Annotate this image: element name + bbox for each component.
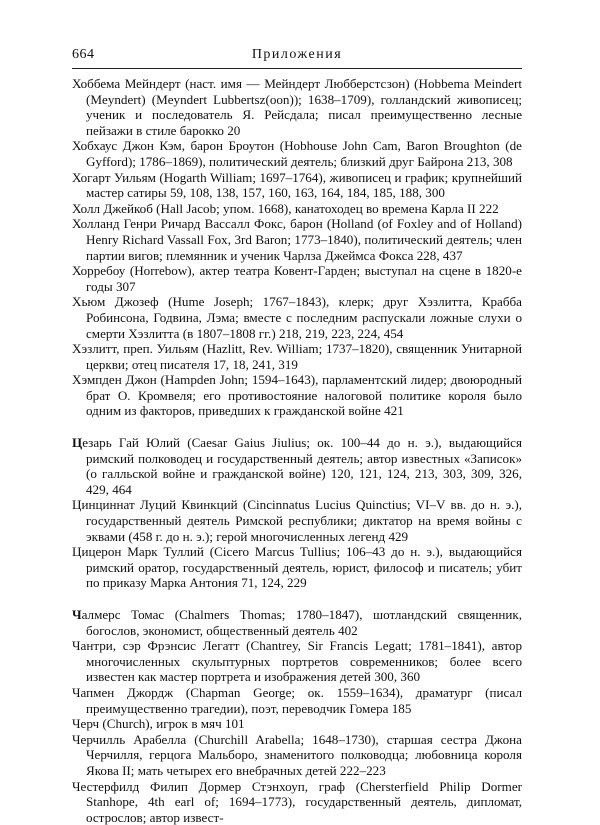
section-initial: Ч bbox=[72, 607, 82, 622]
index-entry: Чапмен Джордж (Chapman George; ок. 1559–1634), драматург (писал преимущественно трагедии), поэт, переводчик Гомера 185 bbox=[72, 684, 522, 716]
index-entry: Хоббема Мейндерт (наст. имя — Мейндерт Любберстсзон) (Hobbema Meindert (Meyndert) (Meyndert Lubbertsz(oon)); 1638–1709), голландский живописец; ученик и последователь Я. Рейсдала; писал преимущественно лесные пейзажи в стиле барокко 20 bbox=[72, 76, 522, 138]
index-content bbox=[72, 76, 522, 825]
index-entry: Цезарь Гай Юлий (Caesar Gaius Jiulius; ок. 100–44 до н. э.), выдающийся римский полководец и государственный деятель; автор известных «Записок» (о галльской войне и гражданской войне) 120, 121, 124, 213, 303, 309, 326, 429, 464 bbox=[72, 435, 522, 497]
index-entry: Хобхаус Джон Кэм, барон Броутон (Hobhouse John Cam, Baron Broughton (de Gyfford); 1786–1869), политический деятель; близкий друг Байрона 213, 308 bbox=[72, 138, 522, 169]
index-entry: Черч (Church), игрок в мяч 101 bbox=[72, 716, 245, 732]
index-entry: Черчилль Арабелла (Churchill Arabella; 1648–1730), старшая сестра Джона Черчилля, герцога Мальборо, знаменитого полководца; любовница короля Якова II; мать четырех его внебрачных детей 222–223 bbox=[72, 731, 522, 778]
page-number: 664 bbox=[72, 47, 95, 62]
index-entry: Холл Джейкоб (Hall Jacob; упом. 1668), канатоходец во времена Карла II 222 bbox=[72, 200, 499, 216]
index-entry: Хогарт Уильям (Hogarth William; 1697–1764), живописец и график; крупнейший мастер сатиры 59, 108, 138, 157, 160, 163, 164, 184, 185, 188, 300 bbox=[72, 169, 522, 201]
section-gap bbox=[72, 591, 522, 607]
section-initial: Ц bbox=[72, 435, 83, 451]
index-entry: Чантри, сэр Фрэнсис Легатт (Chantrey, Sir Francis Legatt; 1781–1841), автор многочисленных скульптурных портретов современников; более всего известен как мастер портрета и изображения детей 300, 360 bbox=[72, 638, 522, 685]
index-entry: Хэзлитт, преп. Уильям (Hazlitt, Rev. William; 1737–1820), священник Унитарной церкви; отец писателя 17, 18, 241, 319 bbox=[72, 341, 522, 372]
header-rule bbox=[72, 68, 522, 69]
index-entry: Хэмпден Джон (Hampden John; 1594–1643), парламентский лидер; двоюродный брат О. Кромвеля; его противостояние налоговой политике короля было одним из факторов, приведших к гражданской войне 421 bbox=[72, 372, 522, 419]
index-entry: Цицерон Марк Туллий (Cicero Marcus Tullius; 106–43 до н. э.), выдающийся римский оратор, государственный деятель, юрист, философ и писатель; убит по приказу Марка Антония 71, 124, 229 bbox=[72, 544, 522, 591]
index-entry: Холланд Генри Ричард Вассалл Фокс, барон (Holland (of Foxley and of Holland) Henry Richard Vassall Fox, 3rd Baron; 1773–1840), политический деятель; член партии вигов; племянник и ученик Чарлза Джеймса Фокса 228, 437 bbox=[72, 216, 522, 263]
index-entry: Хьюм Джозеф (Hume Joseph; 1767–1843), клерк; друг Хэзлитта, Крабба Робинсона, Годвина, Лэма; вместе с последним распускали ложные слухи о смерти Хэзлитта (в 1807–1808 гг.) 218, 219, 223, 224, 454 bbox=[72, 294, 522, 341]
running-title: Приложения bbox=[251, 47, 343, 62]
index-entry: Цинциннат Луций Квинкций (Cincinnatus Lucius Quinctius; VI–V вв. до н. э.), государственный деятель Римской республики; диктатор на время войны с эквами (458 г. до н. э.); герой многочисленных легенд 429 bbox=[72, 497, 522, 544]
index-entry: Хорребоу (Horrebow), актер театра Ковент-Гарден; выступал на сцене в 1820-е годы 307 bbox=[72, 263, 522, 294]
section-gap bbox=[72, 419, 522, 435]
index-entry: Чалмерс Томас (Chalmers Thomas; 1780–1847), шотландский священник, богослов, экономист, общественный деятель 402 bbox=[72, 607, 522, 638]
index-entry: Честерфилд Филип Дормер Стэнхоуп, граф (Chersterfield Philip Dormer Stanhope, 4th earl of; 1694–1773), государственный деятель, дипломат, остроcлов; автор извест- bbox=[72, 778, 522, 825]
